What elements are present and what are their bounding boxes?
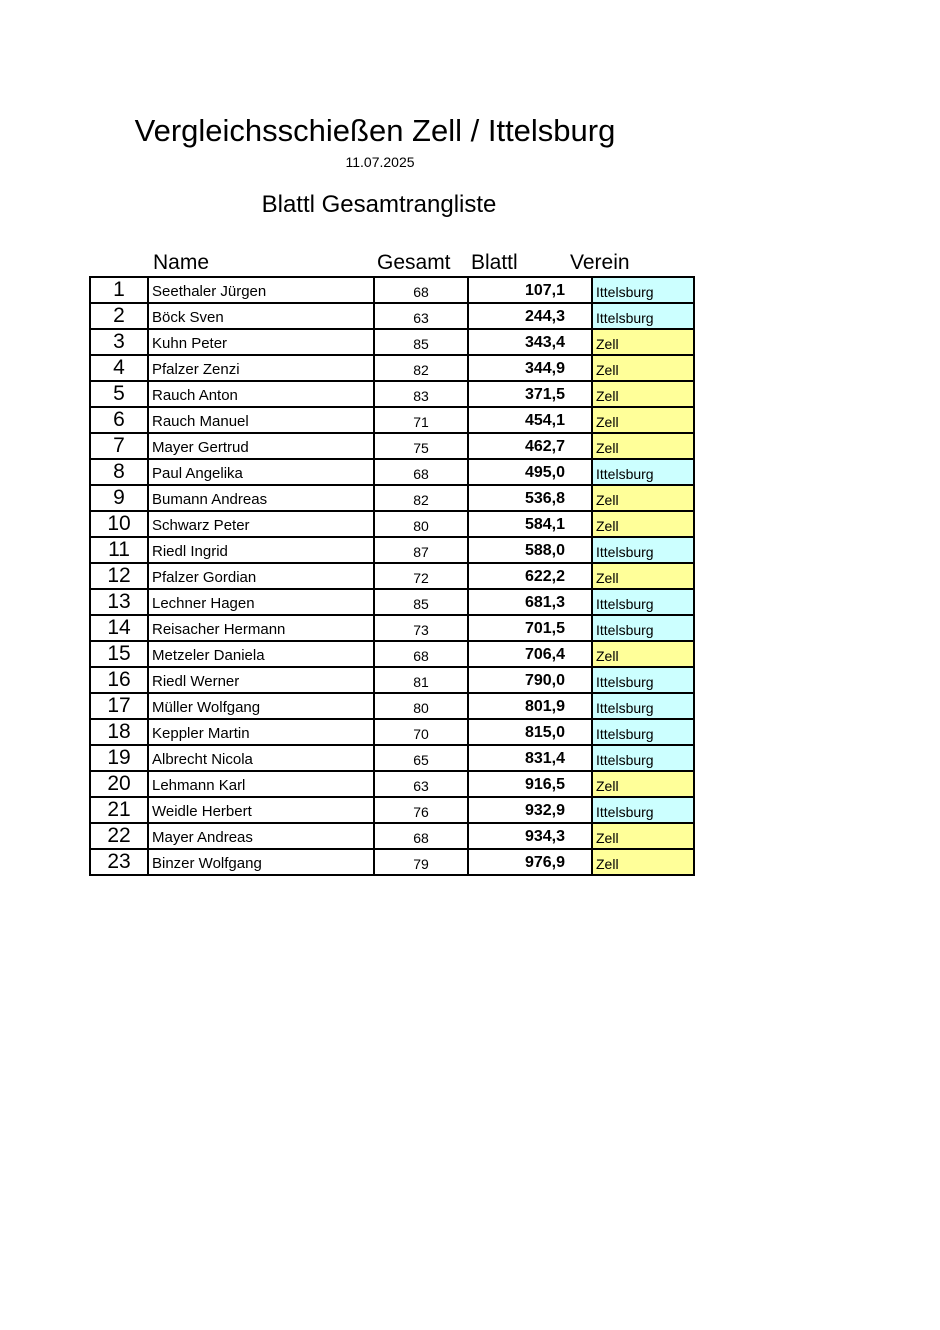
blattl-cell: 934,3 [468, 823, 592, 849]
name-cell: Albrecht Nicola [148, 745, 374, 771]
blattl-cell: 495,0 [468, 459, 592, 485]
blattl-cell: 815,0 [468, 719, 592, 745]
gesamt-cell: 68 [374, 277, 468, 303]
table-row [90, 329, 694, 355]
gesamt-cell: 80 [374, 511, 468, 537]
rank-cell: 15 [90, 641, 148, 667]
gesamt-cell: 82 [374, 485, 468, 511]
table-row [90, 719, 694, 745]
blattl-cell: 622,2 [468, 563, 592, 589]
verein-cell: Zell [592, 511, 694, 537]
rank-cell: 1 [90, 277, 148, 303]
rank-cell: 21 [90, 797, 148, 823]
gesamt-cell: 70 [374, 719, 468, 745]
verein-cell: Zell [592, 485, 694, 511]
column-header-gesamt: Gesamt [377, 251, 451, 274]
verein-cell: Zell [592, 771, 694, 797]
blattl-cell: 107,1 [468, 277, 592, 303]
name-cell: Lehmann Karl [148, 771, 374, 797]
page-subtitle: Blattl Gesamtrangliste [261, 191, 497, 218]
name-cell: Kuhn Peter [148, 329, 374, 355]
verein-cell: Ittelsburg [592, 667, 694, 693]
table-row [90, 693, 694, 719]
name-cell: Mayer Gertrud [148, 433, 374, 459]
blattl-cell: 536,8 [468, 485, 592, 511]
blattl-cell: 584,1 [468, 511, 592, 537]
name-cell: Seethaler Jürgen [148, 277, 374, 303]
table-row [90, 745, 694, 771]
name-cell: Mayer Andreas [148, 823, 374, 849]
name-cell: Pfalzer Zenzi [148, 355, 374, 381]
gesamt-cell: 80 [374, 693, 468, 719]
rank-cell: 5 [90, 381, 148, 407]
table-row [90, 641, 694, 667]
blattl-cell: 801,9 [468, 693, 592, 719]
verein-cell: Zell [592, 641, 694, 667]
blattl-cell: 454,1 [468, 407, 592, 433]
verein-cell: Zell [592, 849, 694, 875]
gesamt-cell: 76 [374, 797, 468, 823]
gesamt-cell: 68 [374, 459, 468, 485]
page-title: Vergleichsschießen Zell / Ittelsburg [134, 113, 616, 148]
gesamt-cell: 87 [374, 537, 468, 563]
column-header-blattl: Blattl [471, 251, 518, 274]
rank-cell: 12 [90, 563, 148, 589]
name-cell: Müller Wolfgang [148, 693, 374, 719]
name-cell: Binzer Wolfgang [148, 849, 374, 875]
table-row [90, 433, 694, 459]
name-cell: Böck Sven [148, 303, 374, 329]
verein-cell: Ittelsburg [592, 459, 694, 485]
blattl-cell: 701,5 [468, 615, 592, 641]
gesamt-cell: 65 [374, 745, 468, 771]
gesamt-cell: 73 [374, 615, 468, 641]
column-header-verein: Verein [570, 251, 630, 274]
verein-cell: Zell [592, 381, 694, 407]
name-cell: Riedl Ingrid [148, 537, 374, 563]
rank-cell: 10 [90, 511, 148, 537]
verein-cell: Zell [592, 355, 694, 381]
rank-cell: 9 [90, 485, 148, 511]
rank-cell: 6 [90, 407, 148, 433]
name-cell: Rauch Anton [148, 381, 374, 407]
rank-cell: 8 [90, 459, 148, 485]
name-cell: Metzeler Daniela [148, 641, 374, 667]
gesamt-cell: 68 [374, 823, 468, 849]
verein-cell: Ittelsburg [592, 693, 694, 719]
rank-cell: 16 [90, 667, 148, 693]
blattl-cell: 371,5 [468, 381, 592, 407]
name-cell: Keppler Martin [148, 719, 374, 745]
table-row [90, 407, 694, 433]
gesamt-cell: 82 [374, 355, 468, 381]
table-row [90, 537, 694, 563]
verein-cell: Ittelsburg [592, 277, 694, 303]
rank-cell: 11 [90, 537, 148, 563]
verein-cell: Ittelsburg [592, 537, 694, 563]
verein-cell: Zell [592, 823, 694, 849]
verein-cell: Zell [592, 563, 694, 589]
table-row [90, 277, 694, 303]
blattl-cell: 976,9 [468, 849, 592, 875]
name-cell: Reisacher Hermann [148, 615, 374, 641]
gesamt-cell: 75 [374, 433, 468, 459]
blattl-cell: 244,3 [468, 303, 592, 329]
blattl-cell: 588,0 [468, 537, 592, 563]
blattl-cell: 790,0 [468, 667, 592, 693]
table-row [90, 823, 694, 849]
rank-cell: 3 [90, 329, 148, 355]
ranking-table-body [90, 277, 694, 875]
table-row [90, 667, 694, 693]
gesamt-cell: 71 [374, 407, 468, 433]
verein-cell: Ittelsburg [592, 303, 694, 329]
column-header-name: Name [153, 251, 210, 274]
rank-cell: 2 [90, 303, 148, 329]
blattl-cell: 344,9 [468, 355, 592, 381]
name-cell: Riedl Werner [148, 667, 374, 693]
event-date: 11.07.2025 [345, 154, 415, 170]
gesamt-cell: 81 [374, 667, 468, 693]
table-row [90, 797, 694, 823]
column-headers [0, 250, 940, 276]
verein-cell: Ittelsburg [592, 589, 694, 615]
table-row [90, 615, 694, 641]
rank-cell: 18 [90, 719, 148, 745]
rank-cell: 17 [90, 693, 148, 719]
blattl-cell: 706,4 [468, 641, 592, 667]
blattl-cell: 932,9 [468, 797, 592, 823]
verein-cell: Ittelsburg [592, 745, 694, 771]
table-row [90, 303, 694, 329]
table-row [90, 485, 694, 511]
table-row [90, 563, 694, 589]
name-cell: Lechner Hagen [148, 589, 374, 615]
name-cell: Paul Angelika [148, 459, 374, 485]
table-row [90, 459, 694, 485]
rank-cell: 4 [90, 355, 148, 381]
table-row [90, 355, 694, 381]
verein-cell: Zell [592, 433, 694, 459]
verein-cell: Zell [592, 407, 694, 433]
ranking-table [89, 276, 695, 876]
rank-cell: 23 [90, 849, 148, 875]
verein-cell: Ittelsburg [592, 797, 694, 823]
gesamt-cell: 83 [374, 381, 468, 407]
gesamt-cell: 85 [374, 329, 468, 355]
table-row [90, 771, 694, 797]
verein-cell: Ittelsburg [592, 615, 694, 641]
name-cell: Pfalzer Gordian [148, 563, 374, 589]
rank-cell: 14 [90, 615, 148, 641]
table-row [90, 589, 694, 615]
gesamt-cell: 85 [374, 589, 468, 615]
table-row [90, 381, 694, 407]
rank-cell: 20 [90, 771, 148, 797]
name-cell: Bumann Andreas [148, 485, 374, 511]
table-row [90, 511, 694, 537]
rank-cell: 22 [90, 823, 148, 849]
rank-cell: 7 [90, 433, 148, 459]
gesamt-cell: 79 [374, 849, 468, 875]
name-cell: Rauch Manuel [148, 407, 374, 433]
rank-cell: 13 [90, 589, 148, 615]
rank-cell: 19 [90, 745, 148, 771]
gesamt-cell: 72 [374, 563, 468, 589]
name-cell: Schwarz Peter [148, 511, 374, 537]
table-row [90, 849, 694, 875]
gesamt-cell: 68 [374, 641, 468, 667]
blattl-cell: 681,3 [468, 589, 592, 615]
blattl-cell: 916,5 [468, 771, 592, 797]
blattl-cell: 831,4 [468, 745, 592, 771]
verein-cell: Zell [592, 329, 694, 355]
verein-cell: Ittelsburg [592, 719, 694, 745]
blattl-cell: 462,7 [468, 433, 592, 459]
gesamt-cell: 63 [374, 303, 468, 329]
gesamt-cell: 63 [374, 771, 468, 797]
blattl-cell: 343,4 [468, 329, 592, 355]
name-cell: Weidle Herbert [148, 797, 374, 823]
